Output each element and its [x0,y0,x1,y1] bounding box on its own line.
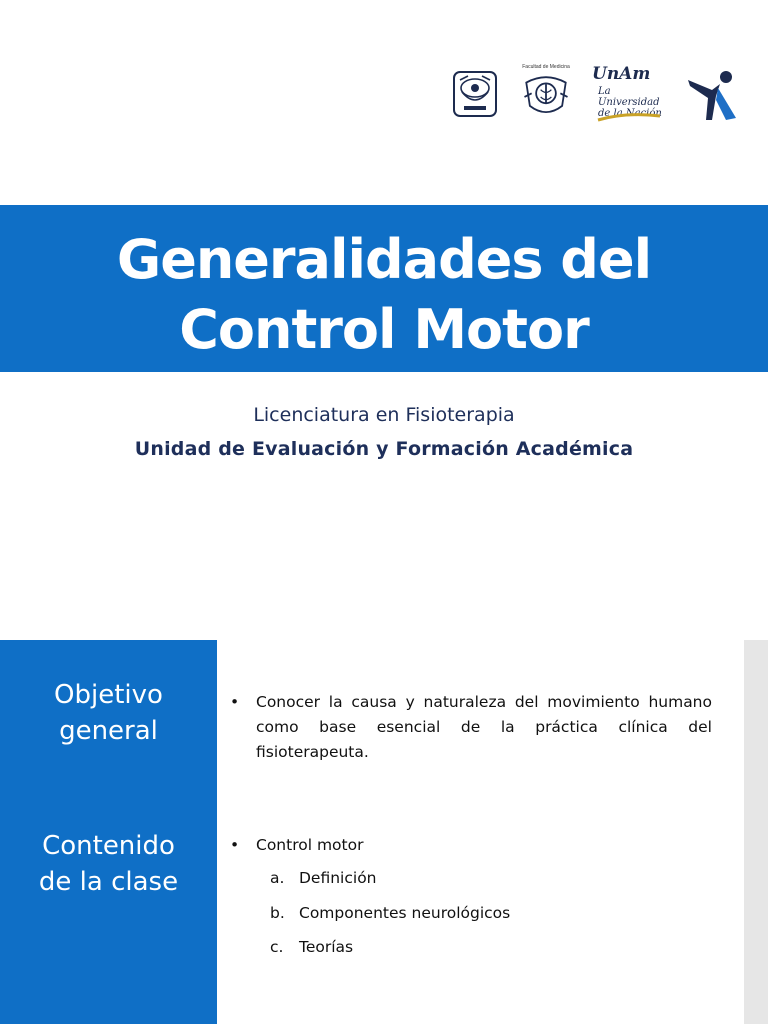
contenido-heading-line-2: de la clase [38,867,179,897]
contenido-topic: Control motor [256,836,364,854]
objetivo-heading-line-2: general [59,716,158,746]
unam-tagline: La Universidad de la Nación [598,86,662,119]
medicina-logo-icon [518,64,574,122]
unit-subtitle: Unidad de Evaluación y Formación Académica [134,438,634,460]
contenido-content [228,833,712,970]
contenido-bullet-item [228,833,712,858]
slide-title [0,225,768,365]
list-marker: b. [270,903,285,922]
side-strip [744,640,768,1024]
bullet-icon: • [230,836,240,854]
swoosh-icon [596,112,662,122]
title-line-1: Generalidades del [116,228,652,291]
list-item-label: Teorías [299,938,354,956]
fisioterapia-figure-icon [686,68,740,122]
objetivo-content [228,690,712,765]
bullet-icon: • [230,693,240,711]
section-label-panel [0,640,217,1024]
objetivo-text: Conocer la causa y naturaleza del movimiento humano como base esencial de la práctica clínica del fisioterapeuta. [256,693,712,761]
list-item-label: Componentes neurológicos [299,903,511,922]
list-item [228,901,712,936]
list-marker: c. [270,938,284,956]
list-item-label: Definición [299,869,377,887]
logo-row [450,64,750,128]
unam-nacion-logo [590,64,666,126]
objetivo-heading [0,677,217,749]
title-line-2: Control Motor [179,298,589,361]
unam-wordmark: UnAm [592,64,651,84]
list-item [228,935,712,970]
title-banner [0,205,768,372]
list-marker: a. [270,869,285,887]
objetivo-bullet-item [228,690,712,765]
contenido-sub-list [228,866,712,970]
program-subtitle: Licenciatura en Fisioterapia [253,404,515,426]
contenido-heading [0,828,217,900]
unam-seal-icon [450,68,500,120]
list-item [228,866,712,901]
medicina-caption: Facultad de Medicina [522,64,570,70]
objetivo-heading-line-1: Objetivo [54,680,163,710]
contenido-heading-line-1: Contenido [42,831,175,861]
